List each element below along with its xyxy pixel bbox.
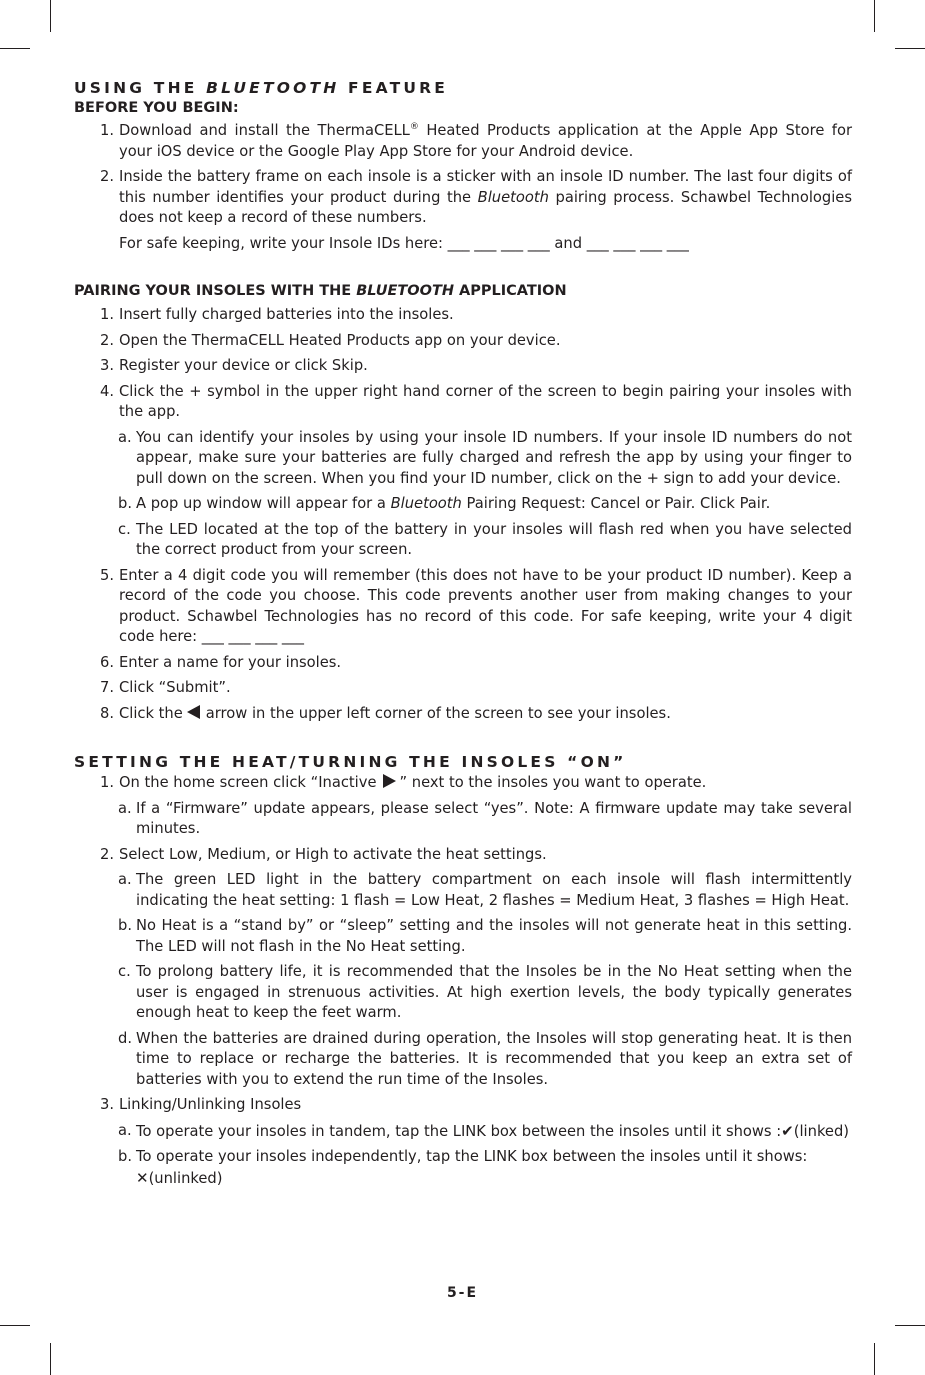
item-text: Register your device or click Skip. (119, 357, 368, 374)
list-item (74, 1095, 852, 1116)
item-text-italic: Bluetooth (477, 188, 549, 206)
section-title-bluetooth (74, 78, 852, 98)
sub-item-text: A pop up window will appear for a (136, 495, 391, 512)
item-number: 2. (100, 845, 115, 863)
crop-mark (50, 0, 51, 32)
heading-text: PAIRING YOUR INSOLES WITH THE (74, 283, 357, 299)
item-number: 8. (100, 704, 115, 722)
item-text: Heated Products application at the Apple App Store for your iOS device or the Google Play App Store for your Android device. (119, 122, 853, 160)
item-text: On the home screen click “Inactive (119, 774, 377, 791)
section-title-setting-heat: SETTING THE HEAT/TURNING THE INSOLES “ON” (74, 753, 627, 771)
item-number: 4. (100, 382, 115, 400)
list-item (74, 566, 852, 648)
item-text: pairing process. Schawbel Technologies does not keep a record of these numbers. (119, 188, 852, 226)
item-text: Click the + symbol in the upper right hand corner of the screen to begin pairing your insoles with the app. (119, 382, 852, 420)
item-text: Click “Submit”. (119, 679, 231, 696)
item-text: arrow in the upper left corner of the screen to see your insoles. (205, 704, 671, 722)
sub-item-text: When the batteries are drained during operation, the Insoles will stop generating heat. It is then time to replace or recharge the batteries. It is recommended that you keep an extra set of batteries with you to extend the run time of the Insoles. (136, 1029, 852, 1088)
item-number: 3. (100, 1096, 115, 1113)
page-content (74, 78, 852, 1194)
sub-item-letter: a. (118, 428, 132, 446)
sub-item-letter: a. (118, 1121, 132, 1139)
sub-list-item (74, 494, 852, 515)
item-text: Download and install the ThermaCELL (119, 122, 410, 139)
sub-list-item (74, 428, 852, 490)
item-number: 2. (100, 168, 115, 185)
item-text: Open the ThermaCELL Heated Products app on your device. (119, 331, 561, 349)
sub-item-text: You can identify your insoles by using your insole ID numbers. If your insole ID numbers do not appear, make sure your batteries are fully charged and refresh the app by using your finger to pull down on the screen. When you find your ID number, click on the + sign to add your device. (136, 428, 852, 487)
list-item (74, 845, 852, 866)
sub-item-text: The LED located at the top of the battery in your insoles will flash red when you have selected the correct product from your screen. (136, 520, 852, 558)
sub-item-text-italic: Bluetooth (390, 495, 462, 512)
checkmark-icon: ✔ (781, 1121, 794, 1140)
sub-item-text: To prolong battery life, it is recommended that the Insoles be in the No Heat setting when the user is engaged in strenuous activities. At high exertion levels, the body typically generates enough heat to keep the feet warm. (136, 963, 852, 1021)
sub-item-letter: d. (118, 1029, 132, 1047)
sub-item-text: To operate your insoles in tandem, tap the LINK box between the insoles until it shows : (136, 1122, 782, 1140)
item-text: Enter a 4 digit code you will remember (this does not have to be your product ID number). Keep a record of the code you choose. This code prevents another user from making changes to your product. Schawbel Technologies has no record of this code. For safe keeping, write your 4 digit code here: ___ ___ ___ ___ (119, 566, 852, 645)
item-number: 5. (100, 566, 115, 584)
list-item (74, 678, 852, 699)
crop-mark (895, 48, 925, 49)
insole-id-note: For safe keeping, write your Insole IDs here: ___ ___ ___ ___ and ___ ___ ___ ___ (119, 234, 689, 252)
sub-item-text: The green LED light in the battery compartment on each insole will flash intermittently indicating the heat setting: 1 flash = Low Heat, 2 flashes = Medium Heat, 3 flashes = High Heat. (136, 871, 852, 909)
crop-mark (895, 1325, 925, 1326)
title-text: FEATURE (339, 79, 449, 97)
crop-mark (874, 1343, 875, 1375)
page-number: 5-E (446, 1285, 479, 1301)
sub-item-text: If a “Firmware” update appears, please select “yes”. Note: A firmware update may take several minutes. (136, 799, 852, 837)
sub-item-text: To operate your insoles independently, tap the LINK box between the insoles until it shows: (136, 1148, 808, 1165)
back-arrow-icon (187, 705, 200, 719)
crop-mark (0, 1325, 30, 1326)
item-text: Inside the battery frame on each insole is a sticker with an insole ID number. The last four digits of this number identifies your product during the (119, 168, 852, 206)
sub-list-item (74, 799, 852, 840)
play-arrow-icon (383, 774, 396, 788)
list-item (74, 121, 852, 162)
sub-list-item (74, 916, 852, 957)
list-item (74, 167, 852, 229)
sub-item-letter: c. (118, 963, 131, 980)
item-number: 7. (100, 679, 115, 696)
list-item (74, 704, 852, 725)
sub-list-item (74, 962, 852, 1024)
item-text: Click the (119, 704, 183, 722)
sub-item-letter: a. (118, 799, 132, 817)
list-item (74, 356, 852, 377)
list-item (74, 382, 852, 423)
sub-list-item (74, 870, 852, 911)
crop-mark (874, 0, 875, 32)
item-text: Insert fully charged batteries into the insoles. (119, 306, 454, 323)
list-item (74, 773, 852, 794)
item-number: 1. (100, 774, 115, 791)
item-number: 3. (100, 357, 115, 374)
linked-label: (linked) (793, 1122, 850, 1140)
sub-list-item (74, 520, 852, 561)
item-number: 6. (100, 653, 115, 671)
title-text: USING THE (74, 79, 207, 97)
list-item (74, 305, 852, 326)
crop-mark (50, 1343, 51, 1375)
before-you-begin-heading: BEFORE YOU BEGIN: (74, 100, 239, 116)
sub-item-letter: b. (118, 917, 132, 934)
sub-item-text: No Heat is a “stand by” or “sleep” setting and the insoles will not generate heat in this setting. The LED will not flash in the No Heat setting. (136, 917, 852, 955)
heading-text-italic: BLUETOOTH (356, 283, 454, 299)
registered-mark: ® (409, 122, 419, 132)
sub-item-letter: a. (118, 871, 132, 888)
list-item (74, 331, 852, 352)
item-text: Select Low, Medium, or High to activate the heat settings. (119, 845, 547, 863)
item-number: 1. (100, 306, 115, 323)
sub-list-item (74, 1147, 852, 1189)
sub-item-text: Pairing Request: Cancel or Pair. Click Pair. (461, 495, 771, 512)
pairing-heading (74, 281, 852, 301)
item-text: ” next to the insoles you want to operate. (399, 774, 707, 791)
sub-item-letter: b. (118, 495, 132, 512)
item-text: Linking/Unlinking Insoles (119, 1096, 302, 1113)
sub-list-item (74, 1029, 852, 1091)
list-item (74, 653, 852, 674)
item-number: 2. (100, 331, 115, 349)
sub-item-letter: b. (118, 1148, 132, 1165)
crop-mark (0, 48, 30, 49)
heading-text: APPLICATION (453, 283, 567, 299)
item-text: Enter a name for your insoles. (119, 653, 342, 671)
item-number: 1. (100, 122, 115, 139)
sub-list-item (74, 1121, 852, 1143)
title-text-italic: BLUETOOTH (206, 79, 340, 97)
sub-item-letter: c. (118, 520, 131, 538)
cross-icon: ✕ (136, 1168, 149, 1187)
unlinked-label: (unlinked) (148, 1169, 223, 1187)
